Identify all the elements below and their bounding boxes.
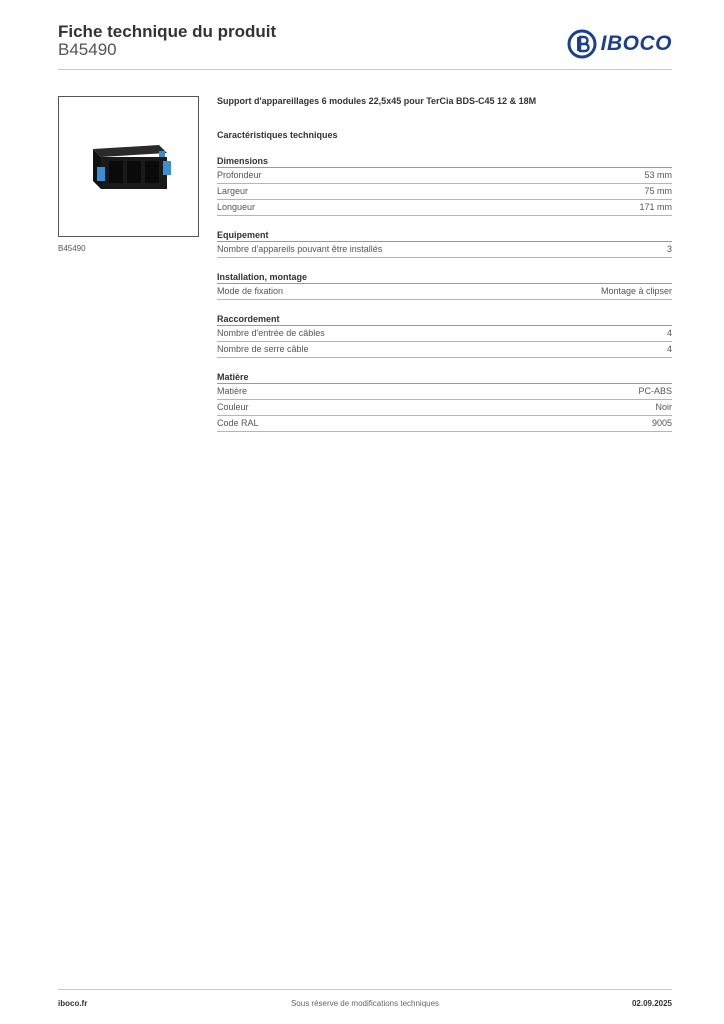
- spec-value: 53 mm: [644, 170, 672, 180]
- footer-website: iboco.fr: [58, 999, 88, 1008]
- spec-label: Code RAL: [217, 418, 259, 428]
- spec-label: Nombre d'entrée de câbles: [217, 328, 325, 338]
- spec-value: 3: [666, 244, 672, 254]
- spec-section: [217, 313, 672, 358]
- spec-section: [217, 371, 672, 432]
- spec-value: 75 mm: [644, 186, 672, 196]
- spec-label: Largeur: [217, 186, 249, 196]
- section-title: Dimensions: [217, 155, 672, 168]
- page-footer: [58, 989, 672, 1012]
- spec-value: PC-ABS: [638, 386, 672, 396]
- spec-row: [217, 342, 672, 358]
- spec-heading: Caractéristiques techniques: [217, 130, 338, 140]
- brand-logo: [567, 28, 672, 60]
- spec-label: Mode de fixation: [217, 286, 284, 296]
- section-title: Installation, montage: [217, 271, 672, 284]
- spec-row: [217, 242, 672, 258]
- iboco-logo-icon: [567, 29, 597, 59]
- spec-value: Montage à clipser: [600, 286, 672, 296]
- spec-row: [217, 384, 672, 400]
- spec-row: [217, 200, 672, 216]
- spec-value: 171 mm: [639, 202, 672, 212]
- section-title: Equipement: [217, 229, 672, 242]
- section-title: Matière: [217, 371, 672, 384]
- spec-value: 4: [666, 328, 672, 338]
- spec-row: [217, 168, 672, 184]
- logo-text: IBOCO: [600, 32, 672, 55]
- product-photo: [58, 96, 199, 237]
- footer-date: 02.09.2025: [631, 999, 672, 1008]
- spec-label: Nombre d'appareils pouvant être installés: [217, 244, 383, 254]
- spec-label: Profondeur: [217, 170, 262, 180]
- spec-label: Longueur: [217, 202, 256, 212]
- spec-row: [217, 284, 672, 300]
- photo-caption: B45490: [58, 244, 86, 253]
- spec-row: [217, 326, 672, 342]
- spec-value: 4: [666, 344, 672, 354]
- page-header: [58, 20, 672, 70]
- section-title: Raccordement: [217, 313, 672, 326]
- footer-notice: Sous réserve de modifications techniques: [290, 999, 440, 1008]
- spec-value: Noir: [655, 402, 672, 412]
- product-image-icon: [59, 97, 198, 236]
- spec-label: Couleur: [217, 402, 249, 412]
- spec-row: [217, 184, 672, 200]
- product-code: B45490: [58, 40, 117, 59]
- spec-section: [217, 229, 672, 258]
- spec-section: [217, 155, 672, 216]
- spec-section: [217, 271, 672, 300]
- spec-label: Nombre de serre câble: [217, 344, 309, 354]
- product-title: Support d'appareillages 6 modules 22,5x45 pour TerCia BDS-C45 12 & 18M: [217, 96, 537, 106]
- spec-row: [217, 400, 672, 416]
- spec-panel: [217, 96, 672, 432]
- spec-value: 9005: [651, 418, 672, 428]
- spec-label: Matière: [217, 386, 248, 396]
- document-title: Fiche technique du produit: [58, 22, 277, 41]
- spec-sections: [217, 155, 672, 432]
- spec-row: [217, 416, 672, 432]
